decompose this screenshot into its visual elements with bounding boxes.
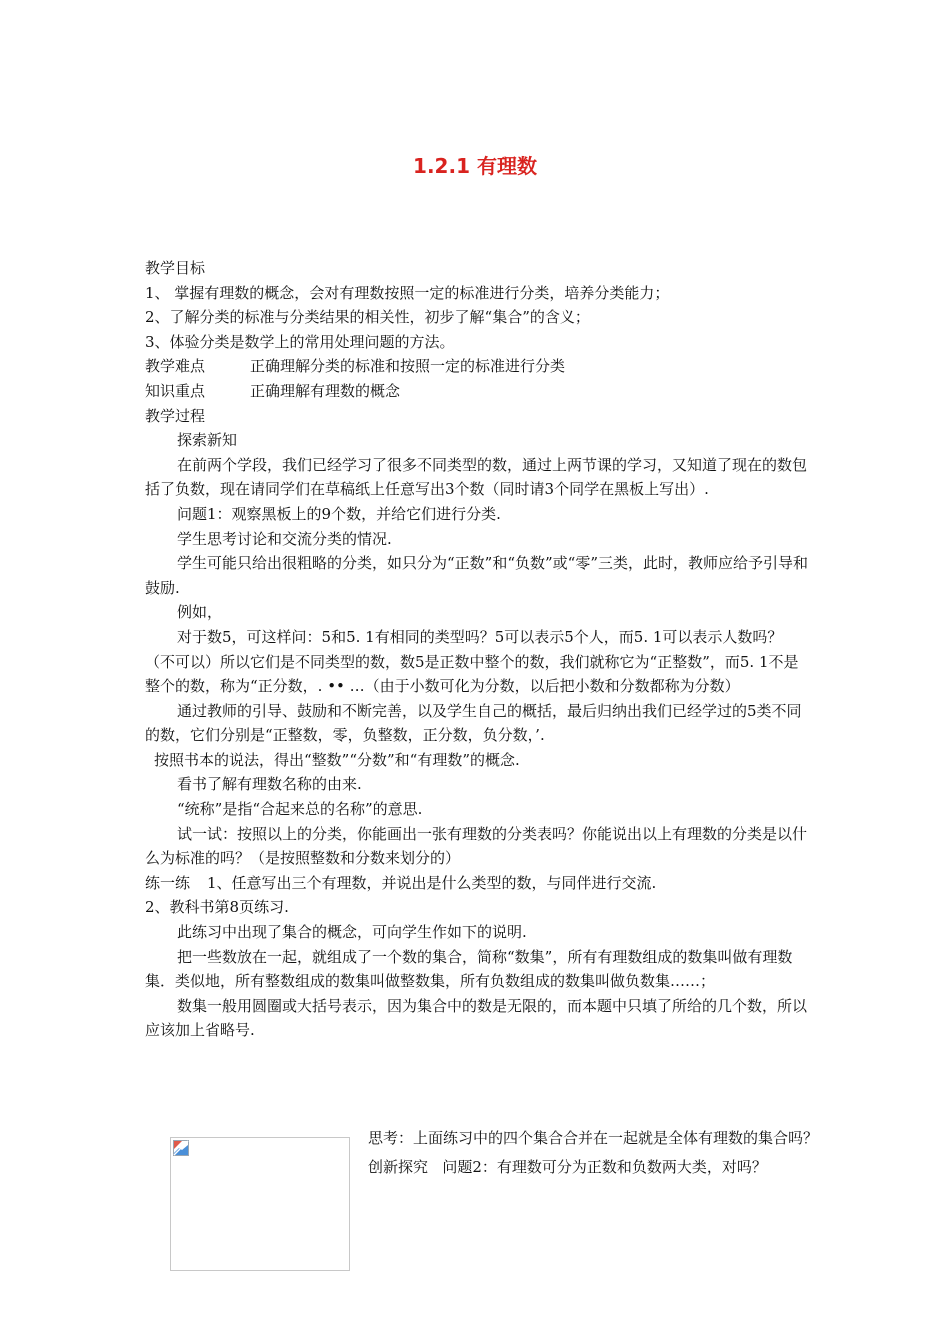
think-paragraph: 思考：上面练习中的四个集合合并在一起就是全体有理数的集合吗？: [368, 1129, 819, 1147]
process-heading: 教学过程: [145, 406, 206, 425]
key-point-row: [145, 379, 811, 404]
goals-heading: 教学目标: [145, 259, 206, 277]
goal-item: 1、 掌握有理数的概念，会对有理数按照一定的标准进行分类，培养分类能力；: [145, 283, 670, 302]
innovate-label: 创新探究: [368, 1157, 429, 1176]
practice-label: 练一练: [145, 873, 191, 892]
document-body: [145, 256, 811, 1043]
paragraph: 问题1：观察黑板上的9个数，并给它们进行分类.: [177, 504, 501, 523]
difficulty-label: 教学难点: [145, 357, 206, 376]
side-text: [368, 1126, 820, 1179]
paragraph: 看书了解有理数名称的由来.: [177, 775, 362, 794]
key-point-label: 知识重点: [145, 381, 206, 400]
innovate-row: [368, 1155, 820, 1180]
paragraph: 对于数5，可这样问：5和5. 1有相同的类型吗？5可以表示5个人，而5. 1可以表示人数吗？（不可以）所以它们是不同类型的数，数5是正数中整个的数，我们就称它为“正整数”，而5. 1不是整个的数，称为“正分数，. •• …（由于小数可化为分数，以后把小数和分数都称为分数）: [145, 627, 799, 696]
innovate-text: 问题2：有理数可分为正数和负数两大类，对吗？: [442, 1157, 767, 1176]
goal-item: 3、体验分类是数学上的常用处理问题的方法。: [145, 332, 455, 351]
practice-row: [145, 871, 811, 896]
paragraph: 例如，: [177, 603, 223, 622]
broken-image-icon: [173, 1140, 189, 1156]
paragraph: 此练习中出现了集合的概念，可向学生作如下的说明.: [177, 923, 527, 942]
paragraph: 试一试：按照以上的分类，你能画出一张有理数的分类表吗？你能说出以上有理数的分类是以什么为标准的吗？（是按照整数和分数来划分的）: [145, 824, 808, 868]
difficulty-row: [145, 354, 811, 379]
paragraph: 学生思考讨论和交流分类的情况.: [177, 529, 392, 548]
goal-item: 2、了解分类的标准与分类结果的相关性，初步了解“集合”的含义；: [145, 308, 590, 327]
paragraph: 按照书本的说法，得出“整数”“分数”和“有理数”的概念.: [154, 750, 520, 769]
difficulty-text: 正确理解分类的标准和按照一定的标准进行分类: [250, 357, 566, 376]
page-title: 1.2.1 有理数: [413, 154, 537, 178]
paragraph: 数集一般用圆圈或大括号表示，因为集合中的数是无限的，而本题中只填了所给的几个数，所以应该加上省略号.: [145, 996, 808, 1040]
paragraph: 学生可能只给出很粗略的分类，如只分为“正数”和“负数”或“零”三类，此时，教师应给予引导和鼓励.: [145, 554, 809, 597]
practice-item: 2、教科书第8页练习.: [145, 898, 289, 917]
practice-item: 1、任意写出三个有理数，并说出是什么类型的数，与同伴进行交流.: [207, 873, 657, 892]
paragraph: 通过教师的引导、鼓励和不断完善，以及学生自己的概括，最后归纳出我们已经学过的5类不同的数，它们分别是“正整数，零，负整数，正分数，负分数，’.: [145, 701, 802, 745]
paragraph: 在前两个学段，我们已经学习了很多不同类型的数，通过上两节课的学习，又知道了现在的数包括了负数，现在请同学们在草稿纸上任意写出3个数（同时请3个同学在黑板上写出）.: [145, 455, 808, 499]
image-placeholder: [170, 1137, 350, 1271]
paragraph: “统称”是指“合起来总的名称”的意思.: [177, 800, 423, 819]
paragraph: 把一些数放在一起，就组成了一个数的集合，简称“数集”，所有有理数组成的数集叫做有理数集．类似地，所有整数组成的数集叫做整数集，所有负数组成的数集叫做负数集……；: [145, 947, 793, 991]
key-point-text: 正确理解有理数的概念: [250, 381, 401, 400]
explore-heading: 探索新知: [177, 431, 238, 450]
